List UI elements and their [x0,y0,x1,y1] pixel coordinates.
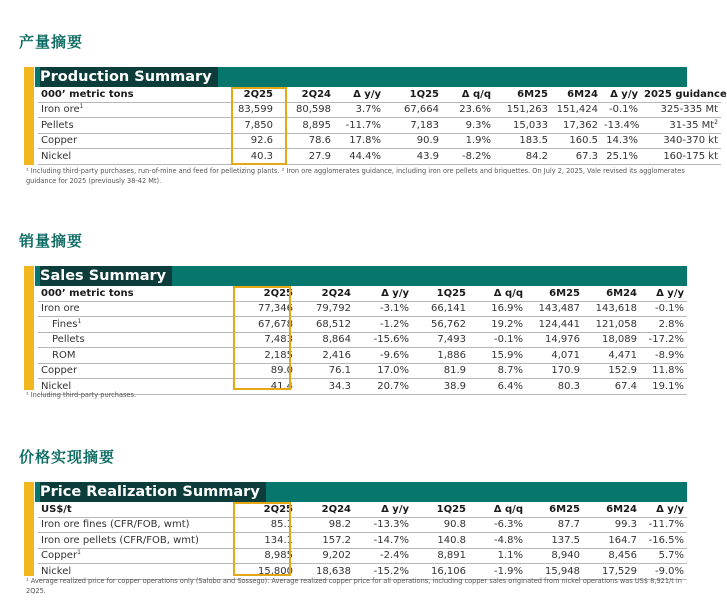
cell: 8,864 [296,332,354,348]
col-header: Δ q/q [469,286,526,301]
cell: 80.3 [526,379,583,395]
cell: 15,033 [494,118,551,134]
cell: 2.8% [640,317,687,333]
sales-cn-title: 销量摘要 [19,232,84,250]
footnote-marker: 1 [77,317,82,325]
cell: -8.2% [442,149,494,165]
footnote-marker: 2 [714,118,718,126]
cell: 14,976 [526,332,583,348]
cell: 7,850 [224,118,276,134]
cell: 7,483 [238,332,296,348]
row-label: ROM [38,348,238,364]
cell: -2.4% [354,548,412,564]
cell: -0.1% [601,102,641,118]
cell: 17.0% [354,363,412,379]
table-row [38,332,687,348]
cell: 85.1 [238,517,296,533]
production-footnote: ¹ Including third-party purchases, run-of-mine and feed for pelletizing plants. ² Iron ore agglomerates guidance, including iron ore pellets and briquettes. On July 2, 2025, Vale revised its agglomerates guidance for 2025 (previously 38-42 Mt). [26,167,685,185]
cell: 38.9 [412,379,469,395]
cell: 17,362 [551,118,601,134]
cell: 23.6% [442,102,494,118]
cell: 90.9 [384,133,442,149]
col-header: US$/t [38,502,238,517]
cell: 1.9% [442,133,494,149]
cell: 7,493 [412,332,469,348]
cell: 11.8% [640,363,687,379]
cell: -9.6% [354,348,412,364]
col-header: 6M24 [551,87,601,102]
sales-summary-table [24,266,687,390]
cell: -14.7% [354,533,412,549]
accent-bar [24,266,34,390]
cell: 87.7 [526,517,583,533]
row-label: Fines [52,318,78,330]
cell: 31-35 Mt [669,119,715,131]
cell: 67,664 [384,102,442,118]
cell: -0.1% [469,332,526,348]
cell: -15.6% [354,332,412,348]
cell: -6.3% [469,517,526,533]
cell: 18,089 [583,332,640,348]
cell: 7,183 [384,118,442,134]
cell: 20.7% [354,379,412,395]
cell: -16.5% [640,533,687,549]
cell: 98.2 [296,517,354,533]
table-row [38,317,687,333]
cell: 40.3 [224,149,276,165]
col-header: 1Q25 [412,286,469,301]
cell: 34.3 [296,379,354,395]
cell: 41.4 [238,379,296,395]
cell: -15.2% [354,564,412,580]
table-row [38,348,687,364]
col-header: 2Q24 [296,502,354,517]
cell: 4,471 [583,348,640,364]
cell: -1.2% [354,317,412,333]
cell: 325-335 Mt [641,102,721,118]
cell: 340-370 kt [641,133,721,149]
col-header: 2025 guidance [641,87,721,102]
row-label: Nickel [38,149,224,165]
cell: 6.4% [469,379,526,395]
cell: 16,106 [412,564,469,580]
cell: 157.2 [296,533,354,549]
cell: 78.6 [276,133,334,149]
cell: 89.0 [238,363,296,379]
table-row [38,118,721,134]
cell: 160.5 [551,133,601,149]
row-label: Pellets [41,119,74,131]
col-header: 000’ metric tons [38,286,238,301]
cell: 2,185 [238,348,296,364]
col-header: 2Q25 [238,502,296,517]
table-row [38,102,721,118]
accent-bar [24,67,34,165]
col-header: 000’ metric tons [38,87,224,102]
price-cn-title: 价格实现摘要 [19,448,116,466]
cell: 25.1% [601,149,641,165]
cell: -13.3% [354,517,412,533]
cell: 83,599 [224,102,276,118]
cell: -13.4% [601,118,641,134]
price-table [38,502,687,580]
production-summary-table [24,67,727,165]
table-row [38,149,721,165]
cell: 77,346 [238,301,296,317]
cell: 44.4% [334,149,384,165]
cell: 2,416 [296,348,354,364]
cell: 15,800 [238,564,296,580]
cell: 5.7% [640,548,687,564]
cell: 27.9 [276,149,334,165]
price-footnote: ¹ Average realized price for copper operations only (Salobo and Sossego). Average realized copper price for all operations, including copper sales originated from nickel operations was US$ 8,921/t in 2Q25. [26,577,682,595]
cell: -9.0% [640,564,687,580]
cell: 18,638 [296,564,354,580]
cell: -8.9% [640,348,687,364]
cell: 67.4 [583,379,640,395]
cell: 3.7% [334,102,384,118]
table-row [38,533,687,549]
cell: 164.7 [583,533,640,549]
cell: -1.9% [469,564,526,580]
cell: 56,762 [412,317,469,333]
production-title: Production Summary [40,67,218,87]
cell: 19.1% [640,379,687,395]
cell: 90.8 [412,517,469,533]
footnote-marker: 1 [79,103,84,111]
cell: 14.3% [601,133,641,149]
cell: 80,598 [276,102,334,118]
price-realization-table [24,482,687,576]
sales-footnote: ¹ Including third-party purchases. [26,391,137,399]
table-row [38,517,687,533]
accent-bar [24,482,34,576]
cell: 76.1 [296,363,354,379]
col-header: 6M25 [494,87,551,102]
col-header: 6M24 [583,286,640,301]
header-row [38,87,721,102]
cell: -11.7% [334,118,384,134]
col-header: Δ y/y [640,286,687,301]
cell: 1,886 [412,348,469,364]
row-label: Copper [38,133,224,149]
cell: 160-175 kt [641,149,721,165]
cell: 15,948 [526,564,583,580]
cell: 183.5 [494,133,551,149]
col-header: 2Q25 [224,87,276,102]
cell: 68,512 [296,317,354,333]
cell: 84.2 [494,149,551,165]
cell: 43.9 [384,149,442,165]
header-row [38,286,687,301]
cell: 134.1 [238,533,296,549]
price-title: Price Realization Summary [40,482,266,502]
table-row [38,301,687,317]
col-header: 6M25 [526,286,583,301]
production-cn-title: 产量摘要 [19,33,84,51]
cell: 17.8% [334,133,384,149]
col-header: Δ y/y [354,502,412,517]
cell: 9.3% [442,118,494,134]
col-header: 2Q24 [296,286,354,301]
cell: 67,678 [238,317,296,333]
col-header: 1Q25 [412,502,469,517]
cell: 79,792 [296,301,354,317]
col-header: Δ y/y [354,286,412,301]
header-row [38,502,687,517]
table-row [38,548,687,564]
cell: 15.9% [469,348,526,364]
row-label: Copper [41,550,78,562]
cell: 124,441 [526,317,583,333]
cell: 8.7% [469,363,526,379]
row-label: Copper [38,363,238,379]
col-header: Δ y/y [334,87,384,102]
cell: 170.9 [526,363,583,379]
cell: 8,985 [238,548,296,564]
cell: 8,895 [276,118,334,134]
production-table [38,87,727,165]
cell: 8,891 [412,548,469,564]
row-label: Iron ore [41,104,80,116]
cell: 92.6 [224,133,276,149]
cell: 151,424 [551,102,601,118]
cell: -3.1% [354,301,412,317]
col-header: Δ q/q [469,502,526,517]
row-label: Iron ore [38,301,238,317]
col-header: 6M25 [526,502,583,517]
footnote-marker: 1 [77,549,81,557]
cell: 66,141 [412,301,469,317]
cell: 137.5 [526,533,583,549]
cell: -4.8% [469,533,526,549]
col-header: 6M24 [583,502,640,517]
cell: 143,618 [583,301,640,317]
cell: 121,058 [583,317,640,333]
cell: 99.3 [583,517,640,533]
col-header: Δ q/q [442,87,494,102]
sales-title: Sales Summary [40,266,172,286]
row-label: Nickel [38,564,238,580]
cell: 9,202 [296,548,354,564]
row-label: Nickel [38,379,238,395]
cell: 17,529 [583,564,640,580]
cell: -11.7% [640,517,687,533]
cell: -17.2% [640,332,687,348]
cell: 19.2% [469,317,526,333]
cell: 140.8 [412,533,469,549]
col-header: 1Q25 [384,87,442,102]
row-label: Iron ore fines (CFR/FOB, wmt) [38,517,238,533]
col-header: Δ y/y [601,87,641,102]
cell: -0.1% [640,301,687,317]
cell: 8,456 [583,548,640,564]
table-row [38,363,687,379]
cell: 4,071 [526,348,583,364]
cell: 143,487 [526,301,583,317]
col-header: Δ y/y [640,502,687,517]
col-header: 2Q25 [238,286,296,301]
sales-table [38,286,687,395]
cell: 16.9% [469,301,526,317]
cell: 152.9 [583,363,640,379]
table-row [38,133,721,149]
cell: 1.1% [469,548,526,564]
cell: 81.9 [412,363,469,379]
cell: 151,263 [494,102,551,118]
cell: 67.3 [551,149,601,165]
row-label: Pellets [38,332,238,348]
col-header: 2Q24 [276,87,334,102]
cell: 8,940 [526,548,583,564]
row-label: Iron ore pellets (CFR/FOB, wmt) [38,533,238,549]
